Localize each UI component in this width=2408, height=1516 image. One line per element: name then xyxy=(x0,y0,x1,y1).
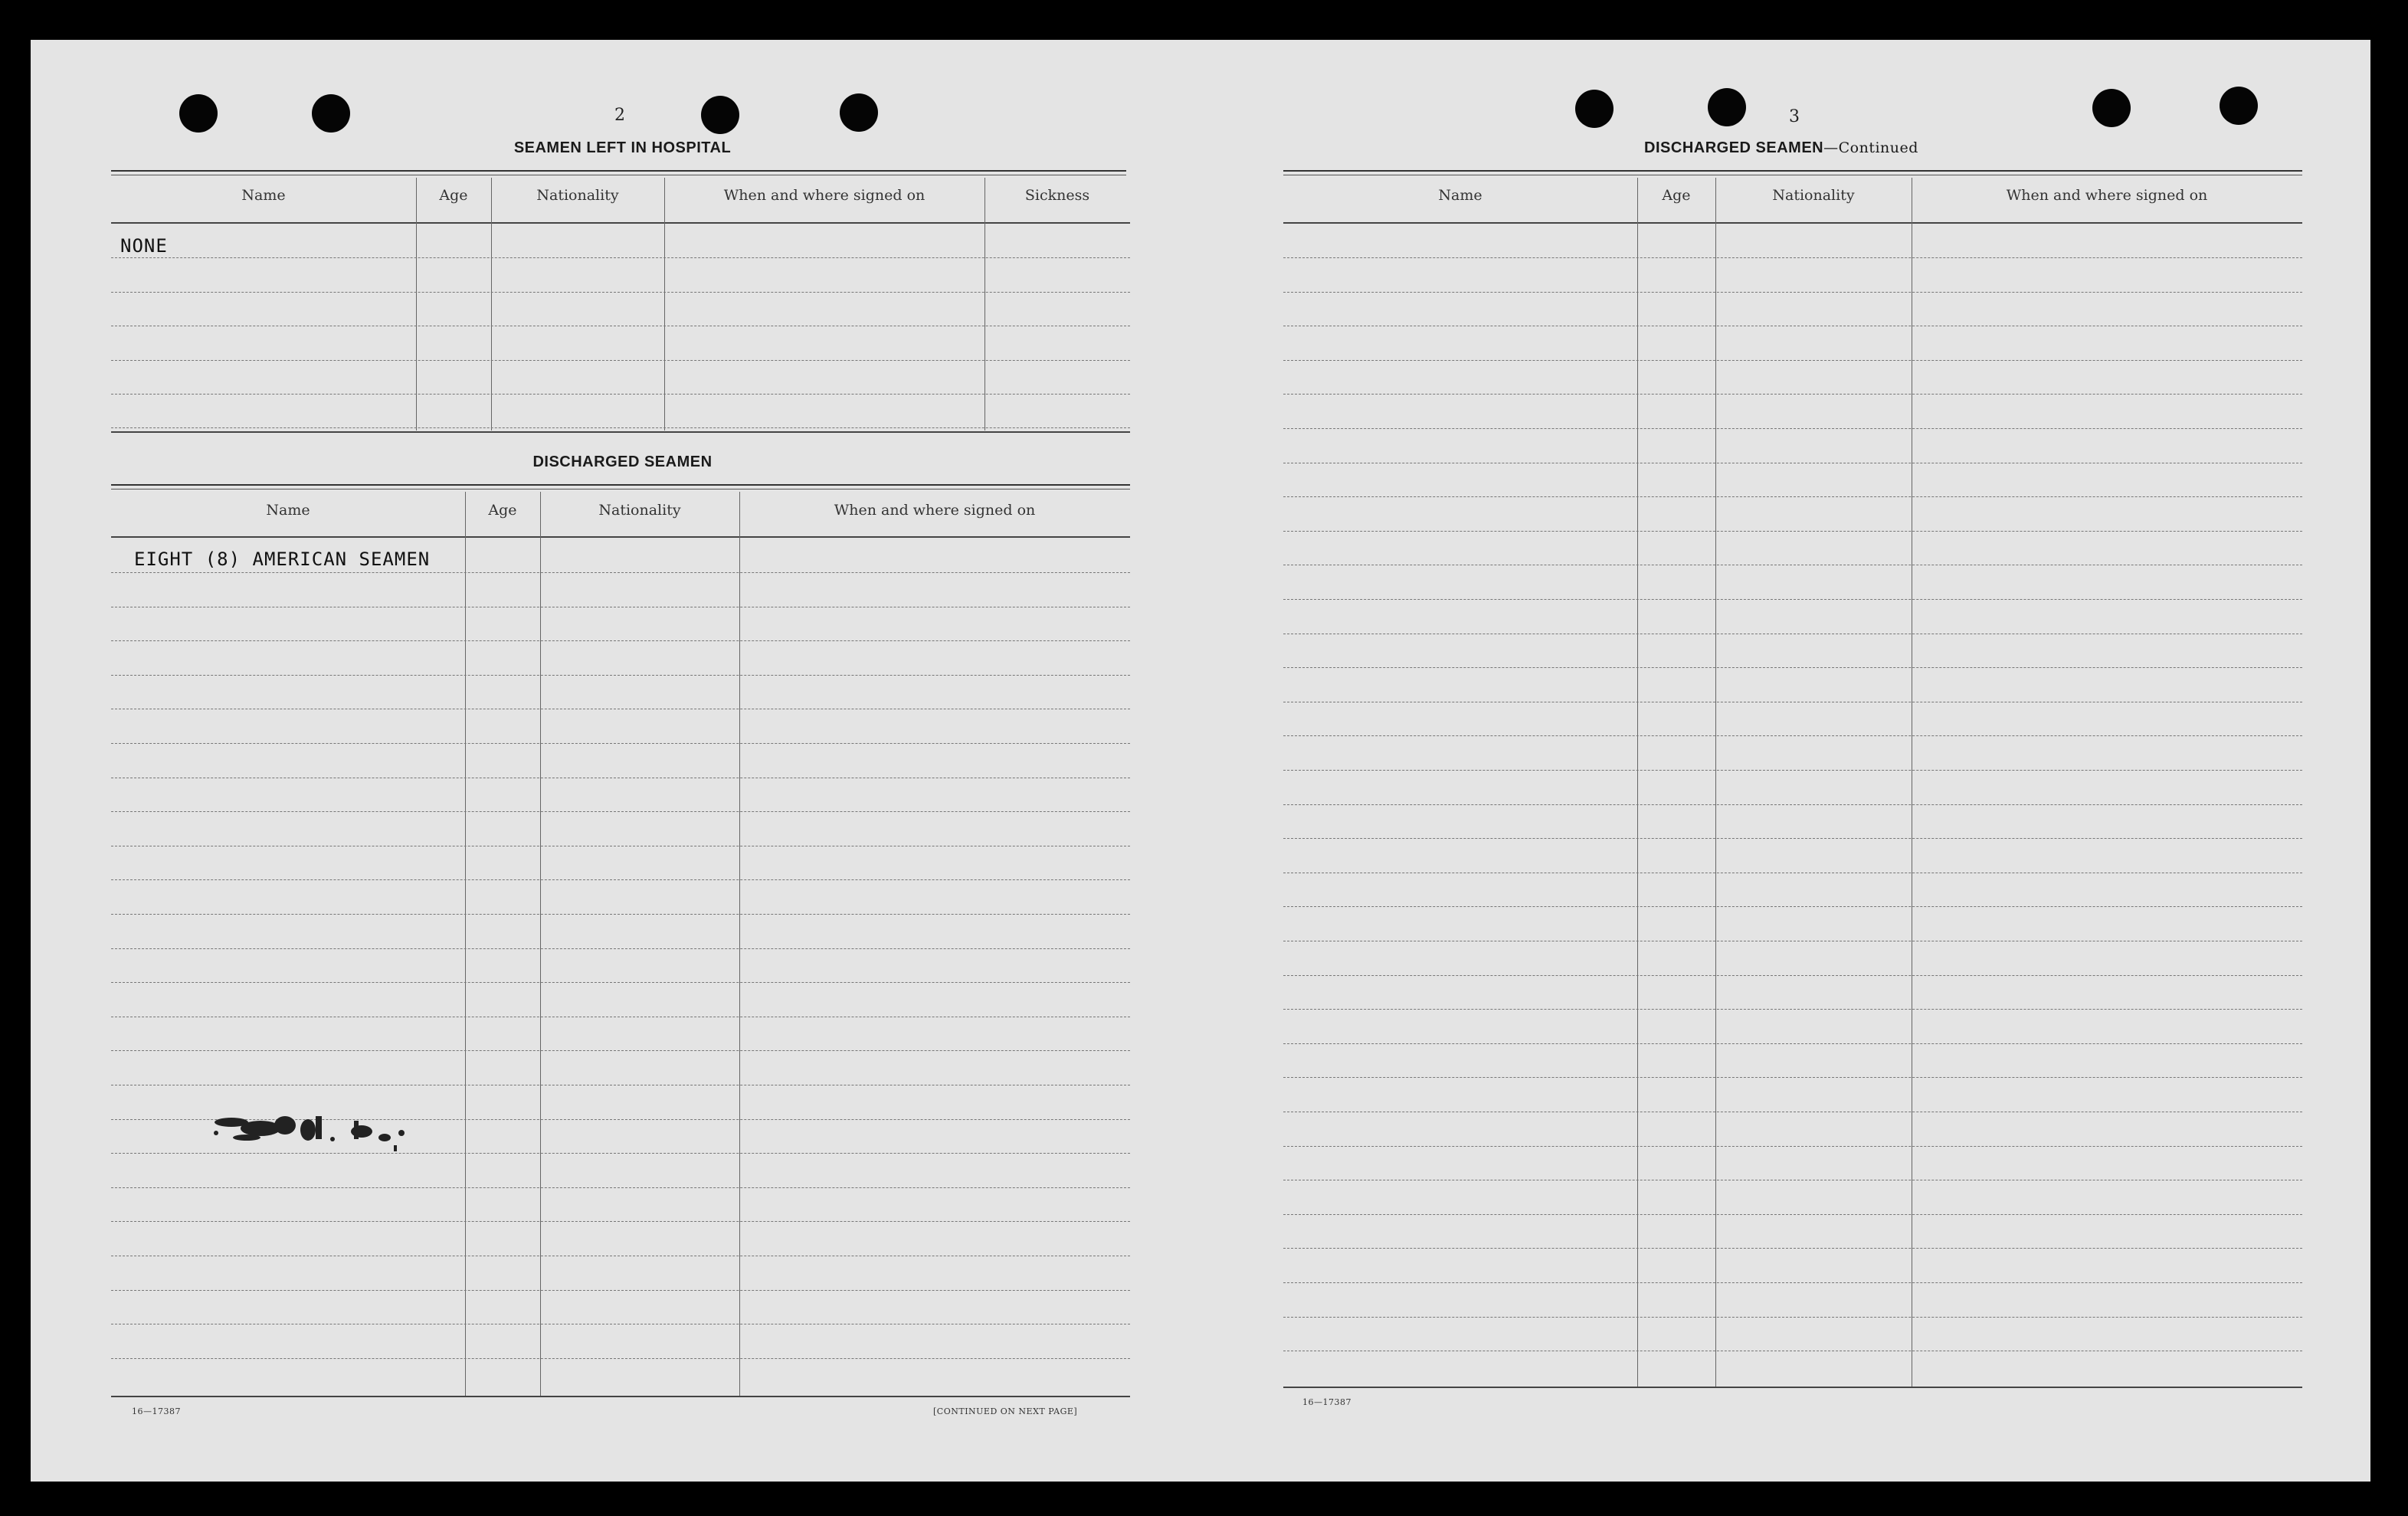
ruled-line xyxy=(1283,394,2302,395)
discharged-col-signed-on: When and where signed on xyxy=(834,502,1036,519)
hospital-section-title: SEAMEN LEFT IN HOSPITAL xyxy=(513,139,732,156)
ruled-line xyxy=(111,640,1130,641)
ruled-line xyxy=(1283,1214,2302,1215)
discharged-col-nationality: Nationality xyxy=(598,502,681,519)
ruled-line xyxy=(1283,1077,2302,1078)
ruled-line xyxy=(111,1050,1130,1051)
punch-hole xyxy=(1708,88,1746,126)
punch-hole xyxy=(1575,90,1614,128)
discharged-entry: EIGHT (8) AMERICAN SEAMEN xyxy=(134,548,431,570)
discharged-col-age: Age xyxy=(488,502,517,519)
page-number-right: 3 xyxy=(1789,107,1800,126)
hospital-entry: NONE xyxy=(120,235,168,257)
continued-col-name: Name xyxy=(1438,187,1482,204)
discharged-continued-suffix: —Continued xyxy=(1823,139,1918,156)
ruled-line xyxy=(111,743,1130,744)
punch-hole xyxy=(701,96,739,134)
discharged-section-title: DISCHARGED SEAMEN xyxy=(532,453,713,470)
ruled-line xyxy=(111,1358,1130,1359)
discharged-continued-title-main: DISCHARGED SEAMEN xyxy=(1644,139,1824,156)
ruled-line xyxy=(1283,1248,2302,1249)
form-number-left: 16—17387 xyxy=(132,1406,181,1416)
continued-col-age: Age xyxy=(1662,187,1691,204)
ruled-line xyxy=(1283,292,2302,293)
page-number-left: 2 xyxy=(614,106,625,125)
document-sheet xyxy=(31,40,2370,1482)
ruled-line xyxy=(1283,531,2302,532)
ruled-line xyxy=(1283,906,2302,907)
ruled-line xyxy=(111,879,1130,880)
ruled-line xyxy=(1283,1317,2302,1318)
ruled-line xyxy=(111,1187,1130,1188)
ruled-line xyxy=(1283,770,2302,771)
ruled-line xyxy=(1283,1009,2302,1010)
hospital-col-name: Name xyxy=(241,187,286,204)
punch-hole xyxy=(2220,87,2258,125)
hospital-col-signed-on: When and where signed on xyxy=(723,187,926,204)
ruled-line xyxy=(1283,496,2302,497)
punch-hole xyxy=(312,94,350,133)
hospital-col-nationality: Nationality xyxy=(536,187,619,204)
punch-hole xyxy=(179,94,218,133)
ruled-line xyxy=(1283,1282,2302,1283)
hospital-col-sickness: Sickness xyxy=(1024,187,1090,204)
discharged-continued-title xyxy=(1551,139,2011,157)
ruled-line xyxy=(111,982,1130,983)
ruled-line xyxy=(1283,360,2302,361)
ruled-line xyxy=(1283,257,2302,258)
ruled-line xyxy=(1283,735,2302,736)
ruled-line xyxy=(111,948,1130,949)
continued-col-signed-on: When and where signed on xyxy=(2006,187,2208,204)
ruled-line xyxy=(1283,599,2302,600)
ruled-line xyxy=(1283,1043,2302,1044)
ink-smudge xyxy=(201,1099,423,1161)
hospital-col-age: Age xyxy=(439,187,468,204)
punch-hole xyxy=(840,93,878,132)
punch-hole xyxy=(2092,89,2131,127)
ruled-line xyxy=(1283,975,2302,976)
ruled-line xyxy=(1283,838,2302,839)
continued-col-nationality: Nationality xyxy=(1772,187,1855,204)
ruled-line xyxy=(1283,428,2302,429)
ruled-line xyxy=(111,675,1130,676)
continued-note: [CONTINUED ON NEXT PAGE] xyxy=(933,1406,1078,1416)
form-number-right: 16—17387 xyxy=(1302,1397,1351,1407)
ruled-line xyxy=(111,914,1130,915)
ruled-line xyxy=(111,811,1130,812)
ruled-line xyxy=(111,1290,1130,1291)
ruled-line xyxy=(1283,667,2302,668)
ruled-line xyxy=(111,572,1130,573)
ruled-line xyxy=(111,1221,1130,1222)
discharged-col-name: Name xyxy=(266,502,310,519)
ruled-line xyxy=(1283,804,2302,805)
ruled-line xyxy=(1283,1146,2302,1147)
